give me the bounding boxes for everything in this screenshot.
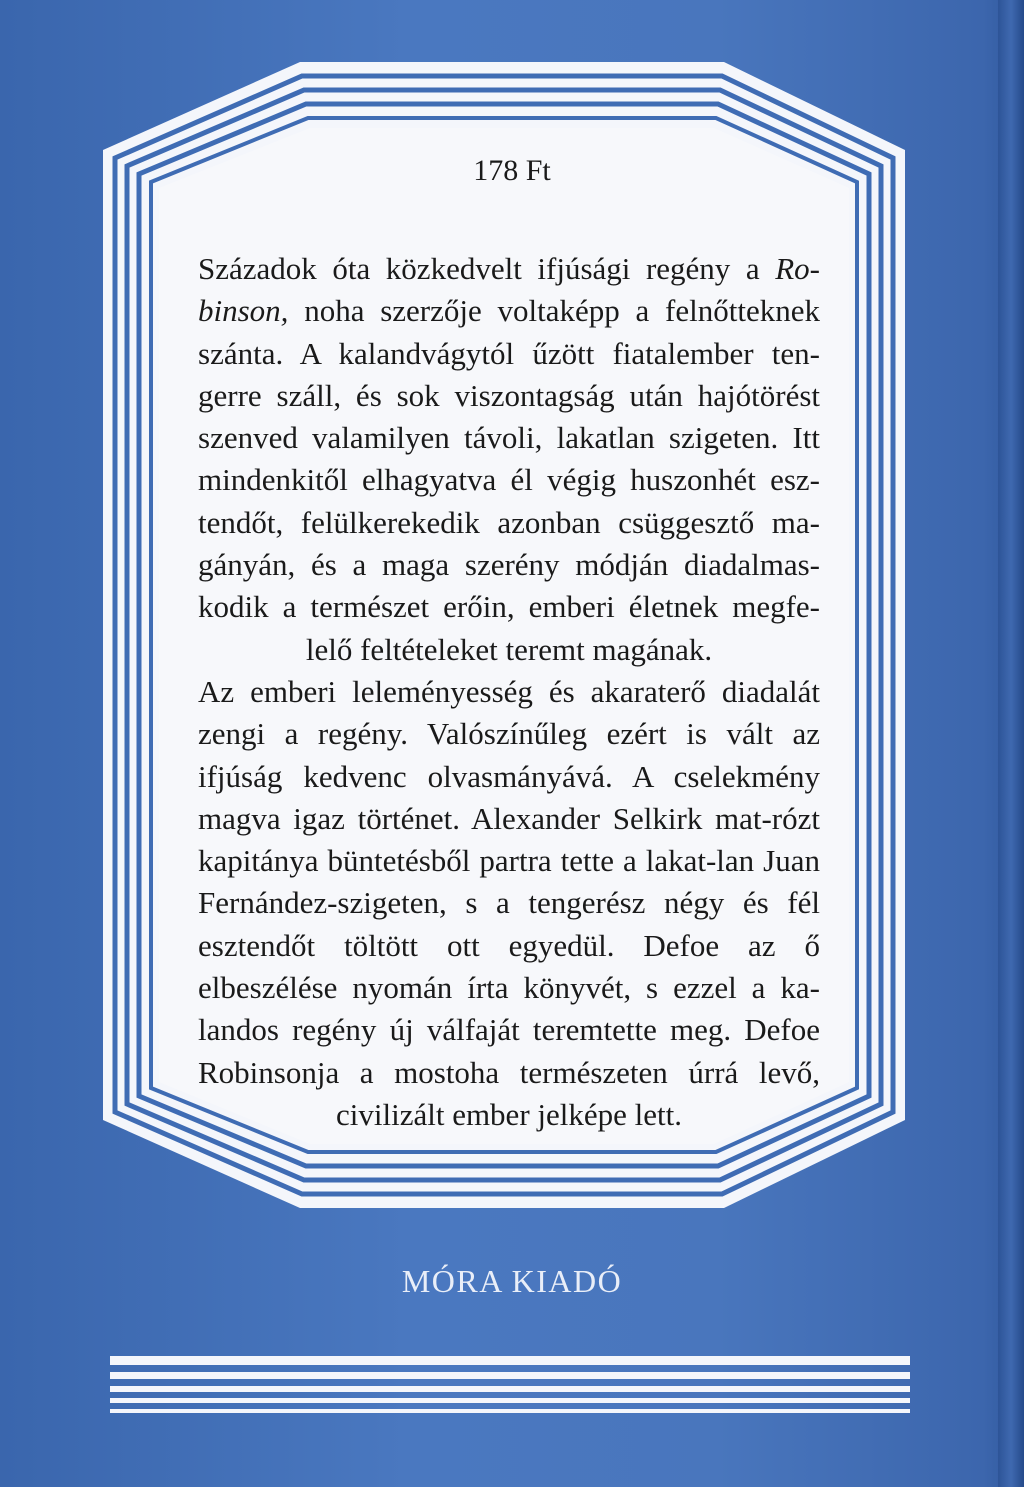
blurb-p1-title: Ro-binson,	[198, 251, 820, 329]
blurb-p1-intro: Századok óta közkedvelt ifjúsági regény a	[198, 251, 776, 286]
blurb-p1-rest: noha szerzője voltaképp a felnőtteknek szánta. A kalandvágytól űzött fiatalember ten-gerre száll, és sok viszontagság után hajótörést szenved valamilyen távoli, lakatlan szigeten. Itt mindenkitől elhagyatva él végig huszonhét esz-tendőt, felülkerekedik azonban csüggesztő ma-gányán, és a maga szerény módján diadalmas-kodik a természet erőin, emberi életnek megfe-lelő feltételeket teremt magának.	[198, 293, 820, 667]
price-label: 178 Ft	[473, 154, 551, 187]
publisher-name: MÓRA KIADÓ	[401, 1263, 623, 1299]
blurb-paragraph-2: Az emberi leleményesség és akaraterő diadalát zengi a regény. Valószínűleg ezért is vált az ifjúság kedvenc olvasmányává. A cselekmény magva igaz történet. Alexander Selkirk mat-rózt kapitánya büntetésből partra tette a lakat-lan Juan Fernández-szigeten, s a tengerész négy és fél esztendőt töltött ott egyedül. Defoe az ő elbeszélése nyomán írta könyvét, s ezzel a ka-landos regény új válfaját teremtette meg. Defoe Robinsonja a mostoha természeten úrrá levő, civilizált ember jelképe lett.	[198, 673, 820, 1132]
bottom-stripes	[110, 1356, 910, 1413]
blurb-text	[198, 248, 820, 1136]
blurb-paragraph-1	[198, 248, 820, 671]
